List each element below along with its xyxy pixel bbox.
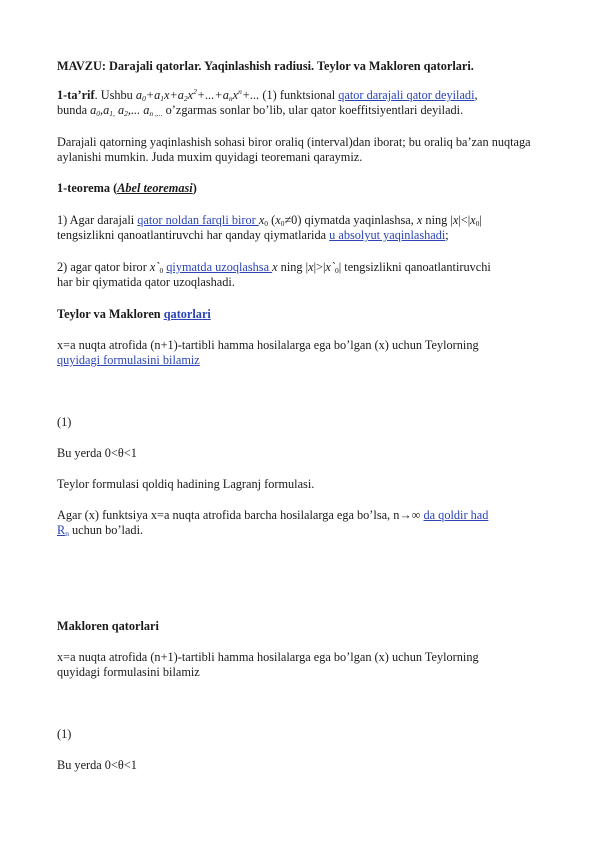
link-remainder-r[interactable]: $R_n$: [57, 523, 69, 539]
link-qator-darajali[interactable]: qator darajali qator deyiladi: [338, 88, 475, 102]
theta-condition-2: Bu yerda 0<θ<1: [57, 758, 137, 772]
link-qator-noldan[interactable]: qator noldan farqli biror: [137, 213, 259, 227]
definition-paragraph: 1-ta’rif. Ushbu $a_0+a_1x+a_2x^2+...+a_nx^n+$... (1) funktsional qator darajali qator deyiladi, bunda $a_0,a_{1,}$ $a_2$,... $a_{n ,...}$ o’zgarmas sonlar bo’lib, ular qator koeffitsiyentlari deyiladi.: [57, 87, 478, 119]
makloren-paragraph: x=a nuqta atrofida (n+1)-tartibli hamma hosilalarga ega bo’lgan (x) uchun Teylorning quyidagi formulasini bilamiz: [57, 650, 479, 680]
link-qiymatda-uzoqlashsa[interactable]: qiymatda uzoqlashsa: [166, 260, 273, 274]
theta-condition-1: Bu yerda 0<θ<1: [57, 446, 137, 460]
coefficients-formula: $a_0,a_{1,}$ $a_2$,... $a_{n ,...}$: [90, 103, 163, 119]
link-absolyut-yaqinlashadi[interactable]: u absolyut yaqinlashadi: [329, 228, 446, 243]
equation-number-1: (1): [57, 415, 72, 429]
theorem-item-2: 2) agar qator biror $x`_0$ qiymatda uzoqlashsa x ning $|x|>|x`_0|$ tengsizlikni qanoatlantiruvchi har bir qiymatida qator uzoqlashadi.: [57, 260, 491, 290]
link-formulasini-bilamiz[interactable]: quyidagi formulasini bilamiz: [57, 353, 200, 368]
equation-number-2: (1): [57, 727, 72, 741]
lagrange-note: Teylor formulasi qoldiq hadining Lagranj formulasi.: [57, 477, 315, 491]
section-heading-teylor: Teylor va Makloren qatorlari: [57, 307, 211, 321]
theorem-item-1: 1) Agar darajali qator noldan farqli biror $x_0$ $(x_0\ne 0)$ qiymatda yaqinlashsa, x ning $|x|<|x_0|$ tengsizlikni qanoatlantiruvchi har qanday qiymatlarida u absolyut yaqinlashadi;: [57, 213, 482, 243]
teylor-paragraph: x=a nuqta atrofida (n+1)-tartibli hamma hosilalarga ega bo’lgan (x) uchun Teylorning quyidagi formulasini bilamiz: [57, 338, 479, 368]
remainder-paragraph: Agar (x) funktsiya x=a nuqta atrofida barcha hosilalarga ega bo’lsa, n→∞ da qoldir had $R_n$ uchun bo’ladi.: [57, 508, 489, 539]
page-title: MAVZU: Darajali qatorlar. Yaqinlashish radiusi. Teylor va Makloren qatorlari.: [57, 59, 474, 73]
link-qatorlari[interactable]: qatorlari: [163, 307, 211, 321]
series-formula: $a_0+a_1x+a_2x^2+...+a_nx^n+$...: [135, 87, 260, 103]
definition-label: 1-ta’rif: [57, 88, 95, 102]
theorem-name: Abel teoremasi: [117, 181, 193, 195]
link-qoldir-had[interactable]: da qoldir had: [423, 508, 489, 522]
section-heading-makloren: Makloren qatorlari: [57, 619, 159, 633]
intro-paragraph: Darajali qatorning yaqinlashish sohasi biror oraliq (interval)dan iborat; bu oraliq ba’zan nuqtaga aylanishi mumkin. Juda muxim quyidagi teoremani qaraymiz.: [57, 135, 531, 165]
theorem-heading: 1-teorema (Abel teoremasi): [57, 181, 197, 195]
